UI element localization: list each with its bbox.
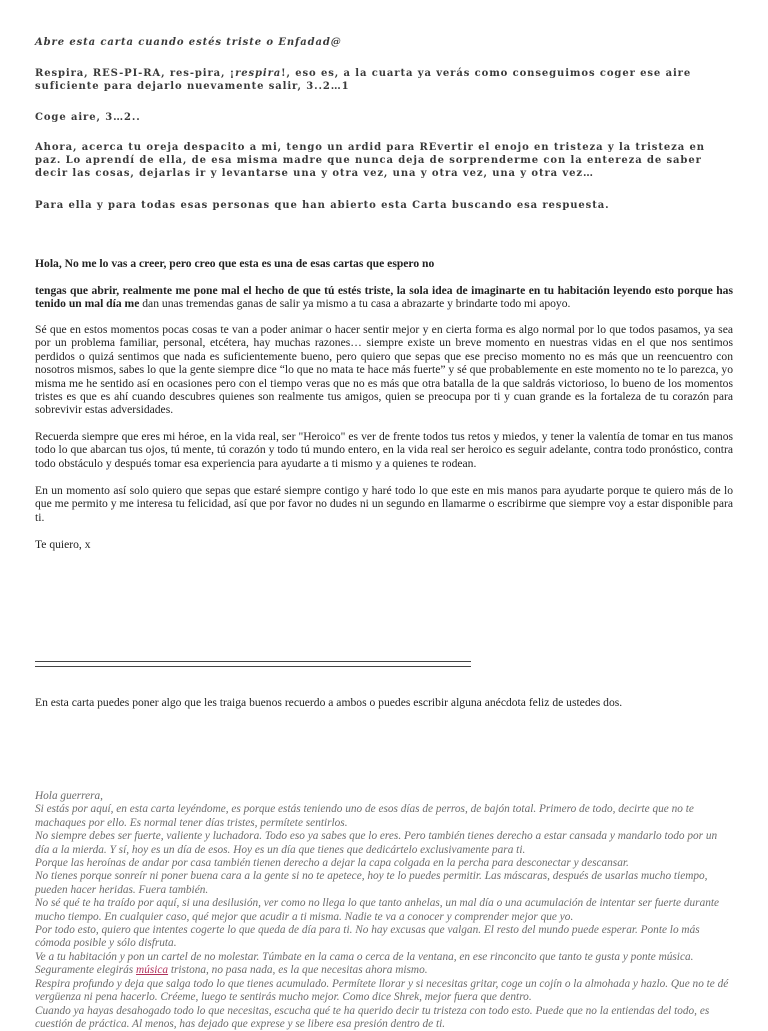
music-link[interactable]: música [136, 964, 168, 976]
guerrera-paragraph: Si estás por aquí, en esta carta leyéndome, es porque estás teniendo uno de esos días de perros, de bajón total. Primero de todo, decirte que no te machaques por ello. Es normal tener días tristes, permítete sentirlos. [35, 803, 733, 830]
dedication-line: Para ella y para todas esas personas que han abierto esta Carta buscando esa respuesta. [35, 199, 733, 212]
countdown-line: Coge aire, 3…2.. [35, 111, 733, 124]
guerrera-music-paragraph [35, 964, 733, 977]
letter-opening [35, 257, 733, 270]
guerrera-paragraph: Cuando ya hayas desahogado todo lo que necesitas, escucha qué te ha querido decir tu tristeza con todo esto. Puede que no la entiendas del todo, es cuestión de práctica. Al menos, has dejado que exprese y se libere esa presión dentro de ti. [35, 1005, 733, 1031]
letter-paragraph-1-bold: tengas que abrir, realmente me pone mal el hecho de que tú estés triste, la sola idea de imaginarte en tu habitación leyendo esto porque has tenido un mal día me [35, 284, 733, 310]
divider-line-bottom [35, 666, 471, 667]
ear-paragraph: Ahora, acerca tu oreja despacito a mi, tengo un ardid para REvertir el enojo en tristeza y la tristeza en paz. Lo aprendí de ella, de esa misma madre que nunca deja de sorprenderme con la entereza de saber decir las cosas, dejarlas ir y levantarse una y otra vez, una y otra vez, una y otra vez… [35, 141, 733, 180]
guerrera-paragraph: No tienes porque sonreír ni poner buena cara a la gente si no te apetece, hoy te lo puedes permitir. Las máscaras, después de usarlas mucho tiempo, pueden hacer heridas. Fuera también. [35, 870, 733, 897]
guerrera-paragraph: No sé qué te ha traído por aquí, si una desilusión, ver como no llega lo que tanto anhelas, un mal día o una acumulación de intentar ser fuerte durante mucho tiempo. En cualquier caso, qué mejor que acudir a ti misma. Nadie te va a conocer y comprender mejor que yo. [35, 897, 733, 924]
breathing-text-start: Respira, RES-PI-RA, res-pira, ¡ [35, 68, 235, 79]
breathing-paragraph [35, 67, 733, 93]
letter-paragraph-2: Sé que en estos momentos pocas cosas te van a poder animar o hacer sentir mejor y en cierta forma es algo normal por lo que todos pasamos, ya sea por un problema familiar, personal, etcétera, hay muchas razones… siempre existe un breve momento en nuestras vidas en el que nos sentimos perdidos o quizá sentimos que nada es suficientemente bueno, pero quiero que sepas que ese preciso momento no es más que un reencuentro con nosotros mismos, sabes lo que la gente siempre dice “lo que no mata te hace más fuerte” y sé que probablemente en este momento no te lo parezca, yo misma me he sentido así en ocasiones pero con el tiempo veras que no es más que otra batalla de la que saldrás victorioso, lo bueno de los momentos tristes es que es ahí cuando descubres quienes son realmente tus amigos, quien se preocupa por ti y cuan grande es la fortaleza de tu corazón para sobrevivir estas adversidades. [35, 323, 733, 417]
guerrera-paragraph: Por todo esto, quiero que intentes cogerte lo que queda de día para ti. No hay excusas que valgan. El resto del mundo puede esperar. Ponte lo más cómoda posible y sólo disfruta. [35, 924, 733, 951]
breathing-text-emphasis: respira [235, 68, 281, 79]
guerrera-greeting: Hola guerrera, [35, 790, 733, 803]
letter-opening-text: Hola, No me lo vas a creer, pero creo que esta es una de esas cartas que espero no [35, 257, 434, 270]
suggestion-note: En esta carta puedes poner algo que les traiga buenos recuerdo a ambos o puedes escribir alguna anécdota feliz de ustedes dos. [35, 696, 733, 709]
letter-paragraph-1 [35, 284, 733, 311]
guerrera-music-text-end: tristona, no pasa nada, es la que necesitas ahora mismo. [168, 964, 428, 976]
guerrera-paragraph: Porque las heroínas de andar por casa también tienen derecho a dejar la capa colgada en la percha para desconectar y descansar. [35, 857, 733, 870]
guerrera-paragraph: Ve a tu habitación y pon un cartel de no molestar. Túmbate en la cama o cerca de la ventana, en ese rinconcito que tanto te gusta y ponte música. [35, 951, 733, 964]
letter-paragraph-1-rest: dan unas tremendas ganas de salir ya mismo a tu casa a abrazarte y brindarte todo mi apoyo. [139, 297, 570, 310]
guerrera-letter [35, 790, 733, 1031]
letter-title: Abre esta carta cuando estés triste o Enfadad@ [35, 36, 733, 49]
guerrera-music-text-start: Seguramente elegirás [35, 964, 136, 976]
breathing-text-end: !, eso es, a la cuarta ya verás como conseguimos coger ese aire suficiente para dejarlo nuevamente salir, 3..2…1 [35, 68, 691, 92]
guerrera-paragraph: No siempre debes ser fuerte, valiente y luchadora. Todo eso ya sabes que lo eres. Pero también tienes derecho a estar cansada y mandarlo todo por un día a la mierda. Y sí, hoy es un día de esos. Hoy es un día que tienes que dedicártelo exclusivamente para ti. [35, 830, 733, 857]
letter-paragraph-4: En un momento así solo quiero que sepas que estaré siempre contigo y haré todo lo que este en mis manos para ayudarte porque te quiero más de lo que me permito y me interesa tu felicidad, así que por favor no dudes ni un segundo en llamarme o escribirme que siempre voy a estar disponible para ti. [35, 484, 733, 524]
divider-line-top [35, 661, 471, 662]
guerrera-paragraph: Respira profundo y deja que salga todo lo que tienes acumulado. Permítete llorar y si necesitas gritar, coge un cojín o la almohada y hazlo. Que no te dé vergüenza ni pena hacerlo. Créeme, luego te sentirás mucho mejor. Como dice Shrek, mejor fuera que dentro. [35, 978, 733, 1005]
letter-closing: Te quiero, x [35, 538, 733, 551]
letter-paragraph-3: Recuerda siempre que eres mi héroe, en la vida real, ser "Heroico" es ver de frente todos tus retos y miedos, y tener la valentía de tomar en tus manos todo lo que abarcan tus ojos, tú mente, tú corazón y todo tú mundo entero, en la vida real ser heroico es seguir adelante, contra todo pronóstico, contra todo obstáculo y después tomar esa experiencia para ayudarte a ti mismo y a quienes te rodean. [35, 430, 733, 470]
